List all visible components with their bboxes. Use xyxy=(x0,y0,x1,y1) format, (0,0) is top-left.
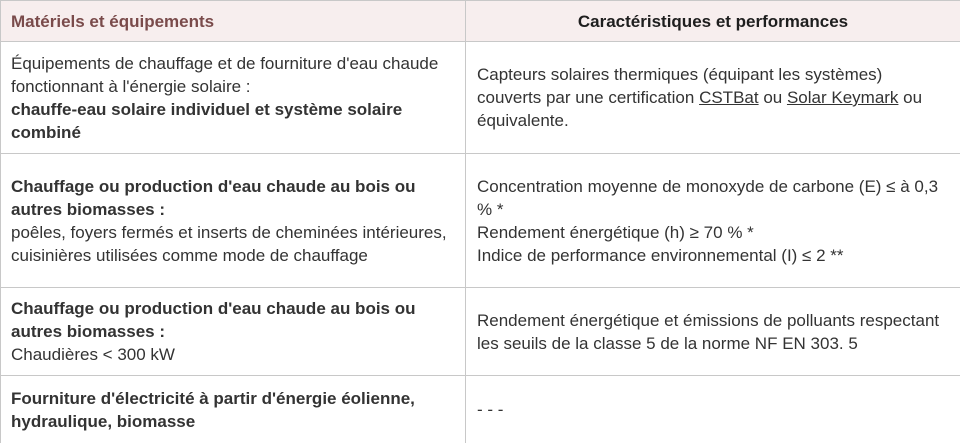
row1-equipment-text: Équipements de chauffage et de fourniture d'eau chaude fonctionnant à l'énergie solaire : xyxy=(11,53,439,96)
row3-characteristics-cell xyxy=(466,288,960,376)
row2-char-line-env-index: Indice de performance environnemental (I) ≤ 2 ** xyxy=(477,245,844,265)
header-materials: Matériels et équipements xyxy=(1,1,466,42)
table-row xyxy=(1,288,960,376)
cstbat-link[interactable]: CSTBat xyxy=(699,88,759,107)
table-header-row xyxy=(1,1,960,42)
header-characteristics: Caractéristiques et performances xyxy=(466,1,960,42)
row2-equipment-bold: Chauffage ou production d'eau chaude au bois ou autres biomasses : xyxy=(11,176,416,219)
row4-char-text: - - - xyxy=(477,400,504,419)
row1-characteristics-cell xyxy=(466,42,960,154)
row1-char-text-after: ou équivalente. xyxy=(477,88,923,130)
table-row xyxy=(1,154,960,288)
row1-equipment-cell xyxy=(1,42,466,154)
row1-char-text-before: Capteurs solaires thermiques (équipant les systèmes) couverts par une certification xyxy=(477,65,883,107)
row2-characteristics-cell xyxy=(466,154,960,288)
row3-equipment-text: Chaudières < 300 kW xyxy=(11,345,175,364)
row2-char-line-co: Concentration moyenne de monoxyde de carbone (E) ≤ à 0,3 % * xyxy=(477,176,939,219)
row3-equipment-cell xyxy=(1,288,466,376)
table-row xyxy=(1,42,960,154)
table-row xyxy=(1,376,960,443)
row1-char-text-between: ou xyxy=(758,88,787,107)
row3-char-text: Rendement énergétique et émissions de polluants respectant les seuils de la classe 5 de la norme NF EN 303. 5 xyxy=(477,310,940,353)
row2-char-line-efficiency: Rendement énergétique (h) ≥ 70 % * xyxy=(477,222,754,242)
row3-equipment-bold: Chauffage ou production d'eau chaude au bois ou autres biomasses : xyxy=(11,299,416,341)
row2-equipment-cell xyxy=(1,154,466,288)
row4-characteristics-cell xyxy=(466,376,960,443)
row4-equipment-bold: Fourniture d'électricité à partir d'énergie éolienne, hydraulique, biomasse xyxy=(11,388,415,431)
row4-equipment-cell xyxy=(1,376,466,443)
row2-equipment-text: poêles, foyers fermés et inserts de cheminées intérieures, cuisinières utilisées comme mode de chauffage xyxy=(11,222,447,265)
row1-equipment-bold: chauffe-eau solaire individuel et système solaire combiné xyxy=(11,99,403,142)
solar-keymark-link[interactable]: Solar Keymark xyxy=(786,88,899,107)
